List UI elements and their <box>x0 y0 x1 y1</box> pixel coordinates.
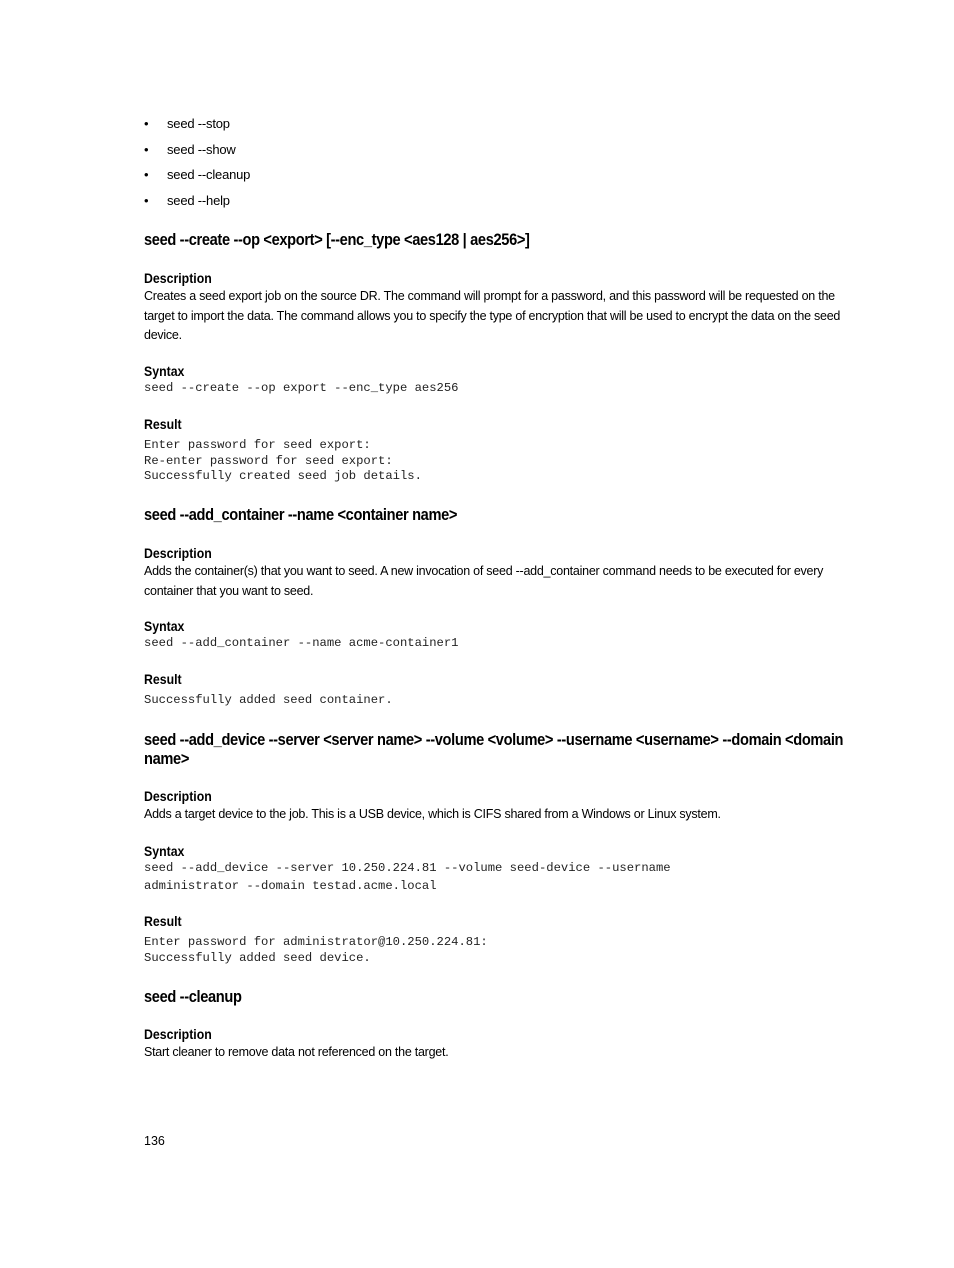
syntax-code: seed --add_container --name acme-container1 <box>144 636 459 650</box>
syntax-label: Syntax <box>144 363 185 379</box>
result-code: Enter password for administrator@10.250.224.81: Successfully added seed device. <box>144 935 488 965</box>
description-text: Creates a seed export job on the source DR. The command will prompt for a password, and this password will be requested on the target to import the data. The command allows you to specify the type of encryption that will be used to encrypt the data on the seed device. <box>144 289 841 342</box>
result-code: Successfully added seed container. <box>144 693 393 707</box>
description-text: Adds a target device to the job. This is a USB device, which is CIFS shared from a Windows or Linux system. <box>144 807 721 821</box>
section-heading-add-device: seed --add_device --server <server name> --volume <volume> --username <username> --domain <domain name> <box>144 730 844 768</box>
description-label: Description <box>144 270 212 286</box>
command-bullet-list <box>144 114 250 216</box>
result-label: Result <box>144 671 182 687</box>
list-item: • seed --help <box>144 191 250 217</box>
description-text: Adds the container(s) that you want to seed. A new invocation of seed --add_container command needs to be executed for every container that you want to seed. <box>144 564 824 598</box>
description-label: Description <box>144 788 212 804</box>
list-item: • seed --cleanup <box>144 165 250 191</box>
description-label: Description <box>144 545 212 561</box>
page-number: 136 <box>144 1134 165 1148</box>
list-item: • seed --stop <box>144 114 250 140</box>
syntax-label: Syntax <box>144 618 185 634</box>
syntax-code: seed --add_device --server 10.250.224.81 --volume seed-device --username administrator --domain testad.acme.local <box>144 861 671 893</box>
syntax-label: Syntax <box>144 843 185 859</box>
section-heading-add-container: seed --add_container --name <container name> <box>144 505 458 524</box>
section-heading-cleanup: seed --cleanup <box>144 987 242 1006</box>
description-text: Start cleaner to remove data not referenced on the target. <box>144 1045 449 1059</box>
result-code: Enter password for seed export: Re-enter password for seed export: Successfully created seed job details. <box>144 438 422 484</box>
result-label: Result <box>144 416 182 432</box>
syntax-code: seed --create --op export --enc_type aes256 <box>144 381 459 395</box>
list-item: • seed --show <box>144 140 250 166</box>
description-label: Description <box>144 1026 212 1042</box>
section-heading-create: seed --create --op <export> [--enc_type <aes128 | aes256>] <box>144 230 530 249</box>
result-label: Result <box>144 913 182 929</box>
